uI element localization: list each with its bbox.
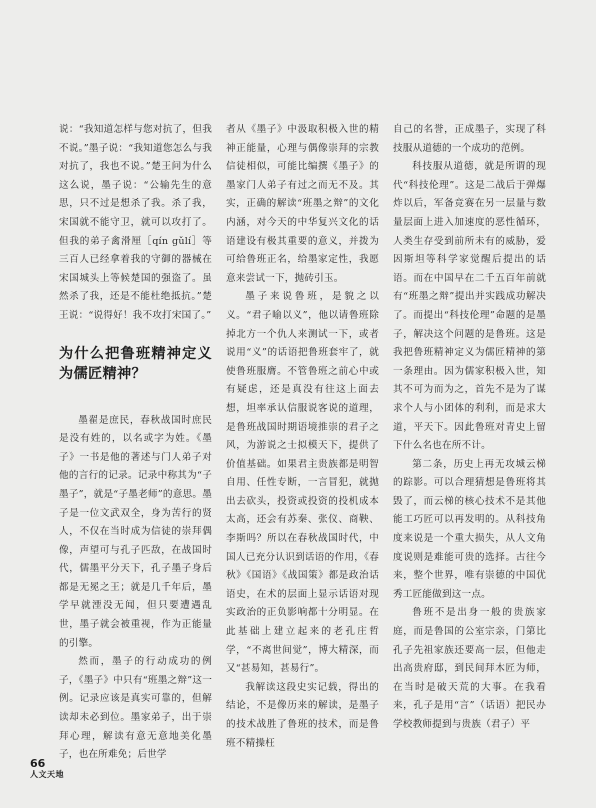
page-footer xyxy=(30,758,64,780)
section-heading: 为什么把鲁班精神定义为儒匠精神？ xyxy=(59,345,212,382)
body-paragraph: 自己的名誉，正成墨子，实现了科技服从道德的一个成功的范例。 xyxy=(393,124,546,154)
text-column-3 xyxy=(393,121,546,735)
body-paragraph: 说：“我知道怎样与您对抗了，但我不说。”墨子说：“我知道您怎么与我对抗了，我也不说。”楚王问为什么这么说，墨子说：“公输先生的意思，只不过是想杀了我。杀了我，宋国就不能守卫，就可以攻打了。但我的弟子禽滑厘［qín gǔlí］等三百人已经拿着我的守御的器械在宋国城头上等候楚国的强盗了。虽然杀了我，还是不能杜绝抵抗。”楚王说：“说得好！我不攻打宋国了。” xyxy=(59,124,212,321)
body-paragraph: 我解读这段史实记载，得出的结论，不是像历来的解读，是墨子的技术战胜了鲁班的技术，而是鲁班不精操枉 xyxy=(226,681,379,749)
page-number: 66 xyxy=(30,757,46,770)
body-paragraph: 墨子来说鲁班，是貌之以义。“君子喻以义”，他以请鲁班除掉北方一个仇人来测试一下，或者说用“义”的话语把鲁班套牢了，就使鲁班服膺。不管鲁班之前心中或有疑虑，还是真没有往这上面去想，坦率承认信服说客说的道理，是鲁班战国时期语境推崇的君子之风，为游说之士拟模天下，提供了价值基础。如果君主贵族都是明智自用、任性专断，一言冒犯，就抛出去砍头，投资或投资的投机成本太高，还会有苏秦、张仪、商鞅、李斯吗？所以在春秋战国时代，中国人已充分认识到话语的作用，《春秋》《国语》《战国策》都是政治话语史，在术的层面上显示话语对现实政治的正负影响都十分明显。在此基础上建立起来的老孔庄哲学，“不离世间觉”，博大精深，而又“甚易知，甚易行”。 xyxy=(226,291,379,675)
body-paragraph: 然而，墨子的行动成功的例子，《墨子》中只有“班墨之辩”这一例。记录应该是真实可靠的，但解读却未必到位。墨家弟子，出于崇拜心理，解读有意无意地美化墨子，也在所难免；后世学 xyxy=(59,656,212,761)
magazine-title: 人文天地 xyxy=(30,770,64,779)
body-paragraph: 鲁班不是出身一般的贵族家庭，而是鲁国的公室宗亲，门第比孔子先祖家族还要高一层，但他走出高贵府邸，到民间拜木匠为师，在当时是破天荒的大事。在我看来，孔子是用“言”（话语）把民办学校教师提到与贵族（君子）平 xyxy=(393,607,546,730)
text-column-2 xyxy=(226,121,379,753)
body-paragraph: 者从《墨子》中汲取积极入世的精神正能量，心理与偶像崇拜的宗教信徒相似，可能比编撰《墨子》的墨家门人弟子有过之而无不及。其实，正确的解读“班墨之辩”的文化内涵，对今天的中华复兴文化的话语建设有极其重要的意义，并拨为可给鲁班正名，给墨家定性，我愿意来尝试一下，抛砖引玉。 xyxy=(226,124,379,284)
text-column-1 xyxy=(59,121,212,765)
body-paragraph: 墨翟是庶民，春秋战国时庶民是没有姓的，以名或字为姓。《墨子》一书是他的著述与门人弟子对他的言行的记录。记录中称其为“子墨子”，就是“子墨老师”的意思。墨子是一位文武双全，身为苦行的贤人，不仅在当时成为信徒的崇拜偶像，声望可与孔子匹敌，在战国时代，儒墨平分天下，孔子墨子身后都是无冕之王；就是几千年后，墨学早就湮没无闻，但只要遭遇乱世，墨子就会被重视，作为正能量的引擎。 xyxy=(59,414,212,649)
body-paragraph: 科技服从道德，就是所谓的现代“科技伦理”。这是二战后于弹爆炸以后，军备竞赛在另一层量与数量层面上进入加速度的恶性循环，人类生存受到前所未有的威胁，爱因斯坦等科学家觉醒后提出的话语。而在中国早在二千五百年前就有“班墨之辩”提出并实践成功解决了。而提出“科技伦理”命题的是墨子，解决这个问题的是鲁班。这是我把鲁班精神定义为儒匠精神的第一条理由。因为儒家积极入世，知其不可为而为之，首先不是为了谋求个人与小团体的利利，而是求大道，平天下。因此鲁班对青史上留下什么名也在所不计。 xyxy=(393,161,546,452)
body-paragraph: 第二条，历史上再无攻城云梯的踪影。可以合理猜想是鲁班将其毁了，而云梯的核心技术不是其他能工巧匠可以再发明的。从科技角度来说是一个重大损失，从人文角度说则是难能可贵的选择。古往今来，整个世界，唯有崇德的中国优秀工匠能做到这一点。 xyxy=(393,458,546,600)
